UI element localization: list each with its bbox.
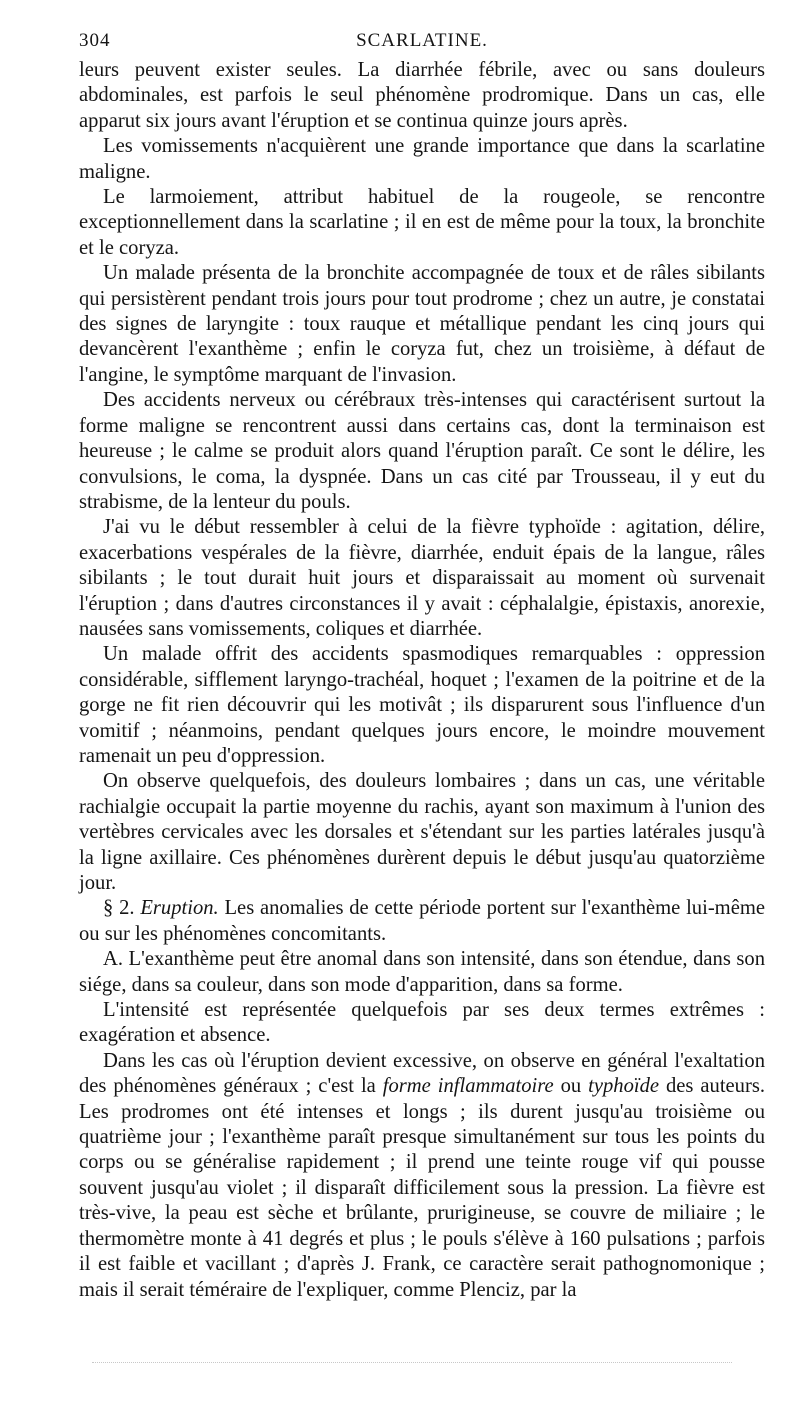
body-text xyxy=(79,58,765,1303)
paragraph-5: Des accidents nerveux ou cérébraux très-intenses qui caractérisent surtout la forme maligne se rencontrent aussi dans certains cas, dont la terminaison est heureuse ; le calme se produit alors quand l'éruption paraît. Ce sont le délire, les convulsions, le coma, la dyspnée. Dans un cas cité par Trousseau, il y eut du strabisme, de la lenteur du pouls. xyxy=(79,389,765,513)
paragraph-12 xyxy=(79,1049,765,1303)
paragraph-12-part-2: ou xyxy=(560,1075,582,1098)
paragraph-7: Un malade offrit des accidents spasmodiques remarquables : oppression considérable, sifflement laryngo-trachéal, hoquet ; l'examen de la poitrine et de la gorge ne fit rien découvrir qui les motivât ; ils disparurent sous l'influence d'un vomitif ; néanmoins, pendant quelques jours encore, le moindre mouvement ramenait un peu d'oppression. xyxy=(79,643,765,767)
book-page xyxy=(79,26,765,1303)
section-title: Eruption. xyxy=(140,897,219,920)
paragraph-4: Un malade présenta de la bronchite accompagnée de toux et de râles sibilants qui persistèrent pendant trois jours pour tout prodrome ; chez un autre, je constatai des signes de laryngite : toux rauque et métallique pendant les cinq jours qui devancèrent l'exanthème ; enfin le coryza fut, chez un troisième, à défaut de l'angine, le symptôme marquant de l'invasion. xyxy=(79,262,765,386)
paragraph-6: J'ai vu le début ressembler à celui de la fièvre typhoïde : agitation, délire, exacerbations vespérales de la fièvre, diarrhée, enduit épais de la langue, râles sibilants ; le tout durait huit jours et disparaissait au moment où survenait l'éruption ; dans d'autres circonstances il y avait : céphalalgie, épistaxis, anorexie, nausées sans vomissements, coliques et diarrhée. xyxy=(79,516,765,640)
scan-noise-line xyxy=(92,1362,732,1367)
paragraph-10: A. L'exanthème peut être anomal dans son intensité, dans son étendue, dans son siége, dans sa couleur, dans son mode d'apparition, dans sa forme. xyxy=(79,948,765,996)
paragraph-11: L'intensité est représentée quelquefois par ses deux termes extrêmes : exagération et absence. xyxy=(79,999,765,1047)
section-text: Les anomalies de cette période portent sur l'exanthème lui-même ou sur les phénomènes concomitants. xyxy=(79,897,765,945)
paragraph-9 xyxy=(79,896,765,947)
paragraph-2: Les vomissements n'acquièrent une grande importance que dans la scarlatine maligne. xyxy=(79,135,765,183)
paragraph-3: Le larmoiement, attribut habituel de la rougeole, se rencontre exceptionnellement dans la scarlatine ; il en est de même pour la toux, la bronchite et le coryza. xyxy=(79,186,765,259)
running-title: SCARLATINE. xyxy=(356,30,488,51)
page-number: 304 xyxy=(79,30,111,51)
paragraph-12-part-3: des auteurs. Les prodromes ont été intenses et longs ; ils durent jusqu'au troisième ou quatrième jour ; l'exanthème paraît presque simultanément sur tous les points du corps ou se généralise rapidement ; il prend une teinte rouge vif qui pousse souvent jusqu'au violet ; il disparaît difficilement sous la pression. La fièvre est très-vive, la peau est sèche et brûlante, prurigineuse, se couvre de miliaire ; le thermomètre monte à 41 degrés et plus ; le pouls s'élève à 160 pulsations ; parfois il est faible et vacillant ; d'après J. Frank, ce caractère serait pathognomonique ; mais il serait téméraire de l'expliquer, comme Plenciz, par la xyxy=(79,1075,765,1301)
page-header xyxy=(79,26,765,58)
paragraph-12-emphasis-1: forme inflammatoire xyxy=(382,1075,554,1098)
paragraph-1: leurs peuvent exister seules. La diarrhée fébrile, avec ou sans douleurs abdominales, est parfois le seul phénomène prodromique. Dans un cas, elle apparut six jours avant l'éruption et se continua quinze jours après. xyxy=(79,59,765,132)
paragraph-12-emphasis-2: typhoïde xyxy=(588,1075,660,1098)
paragraph-8: On observe quelquefois, des douleurs lombaires ; dans un cas, une véritable rachialgie occupait la partie moyenne du rachis, ayant son maximum à l'union des vertèbres cervicales avec les dorsales et s'étendant sur les parties latérales jusqu'à la ligne axillaire. Ces phénomènes durèrent depuis le début jusqu'au quatorzième jour. xyxy=(79,770,765,894)
section-number: § 2. xyxy=(103,897,135,920)
paragraph-12-part-1: Dans les cas où l'éruption devient excessive, on observe en général l'exaltation des phénomènes généraux ; c'est la xyxy=(79,1049,765,1098)
